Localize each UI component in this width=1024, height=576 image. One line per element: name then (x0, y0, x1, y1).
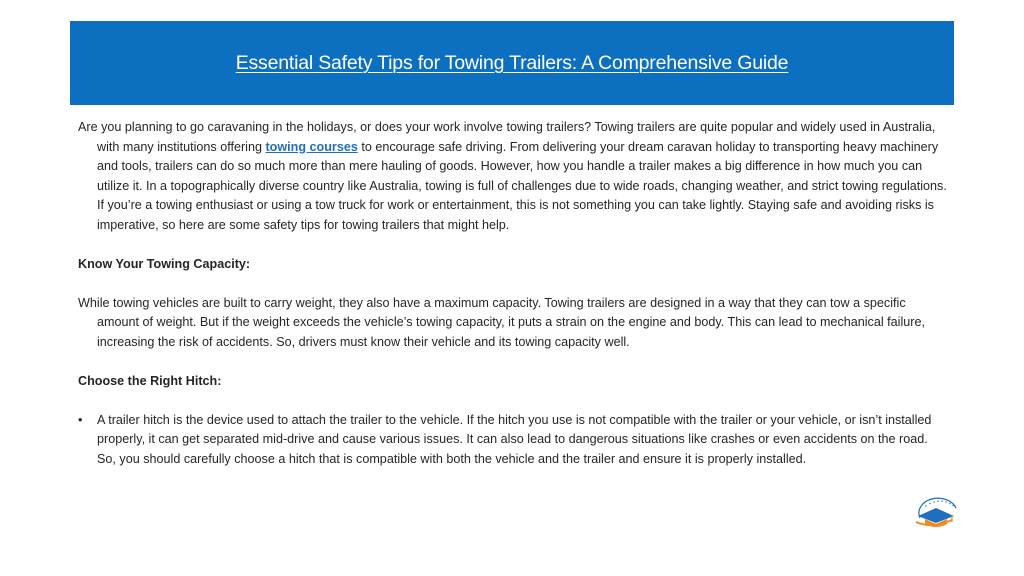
towing-courses-link[interactable]: towing courses (265, 139, 358, 154)
bullet-icon: • (78, 412, 83, 427)
page-title: Essential Safety Tips for Towing Trailers: A Comprehensive Guide (235, 51, 789, 74)
spacer (78, 391, 948, 411)
section-heading-right-hitch: Choose the Right Hitch: (78, 373, 222, 388)
section-body-right-hitch: A trailer hitch is the device used to attach the trailer to the vehicle. If the hitch you use is not compatible with the trailer or your vehicle, or isn’t installed properly, it can get separated mid-drive and cause various issues. It can also lead to dangerous situations like crashes or even accidents on the road. So, you should carefully choose a hitch that is compatible with both the vehicle and the trailer and ensure it is properly installed. (97, 412, 932, 466)
article-body (78, 118, 948, 469)
spacer (78, 352, 948, 372)
intro-text-after-link: to encourage safe driving. From delivering your dream caravan holiday to transporting heavy machinery and tools, trailers can do so much more than mere hauling of goods. However, how you handle a trailer makes a big difference in how much you can utilize it. In a topographically diverse country like Australia, towing is full of challenges due to wide roads, changing weather, and strict towing regulations. If you’re a towing enthusiast or using a tow truck for work or entertainment, this is not something you can take lightly. Staying safe and avoiding risks is imperative, so here are some safety tips for towing trailers that might help. (97, 139, 947, 232)
spacer (78, 235, 948, 255)
section-heading-towing-capacity: Know Your Towing Capacity: (78, 256, 251, 271)
graduation-cap-logo-icon (912, 496, 962, 530)
section-body-towing-capacity: While towing vehicles are built to carry weight, they also have a maximum capacity. Towing trailers are designed in a way that they can tow a specific amount of weight. But if the weight exceeds the vehicle’s towing capacity, it puts a strain on the engine and body. This can lead to mechanical failure, increasing the risk of accidents. So, drivers must know their vehicle and its towing capacity well. (78, 295, 925, 349)
bullet-list-item (78, 411, 948, 470)
intro-text-before-link: Are you planning to go caravaning in the holidays, or does your work involve towing trailers? Towing trailers are quite popular and widely used in Australia, with many institutions offering (78, 120, 936, 154)
spacer (78, 274, 948, 294)
title-banner (70, 21, 954, 105)
intro-paragraph (78, 118, 948, 235)
